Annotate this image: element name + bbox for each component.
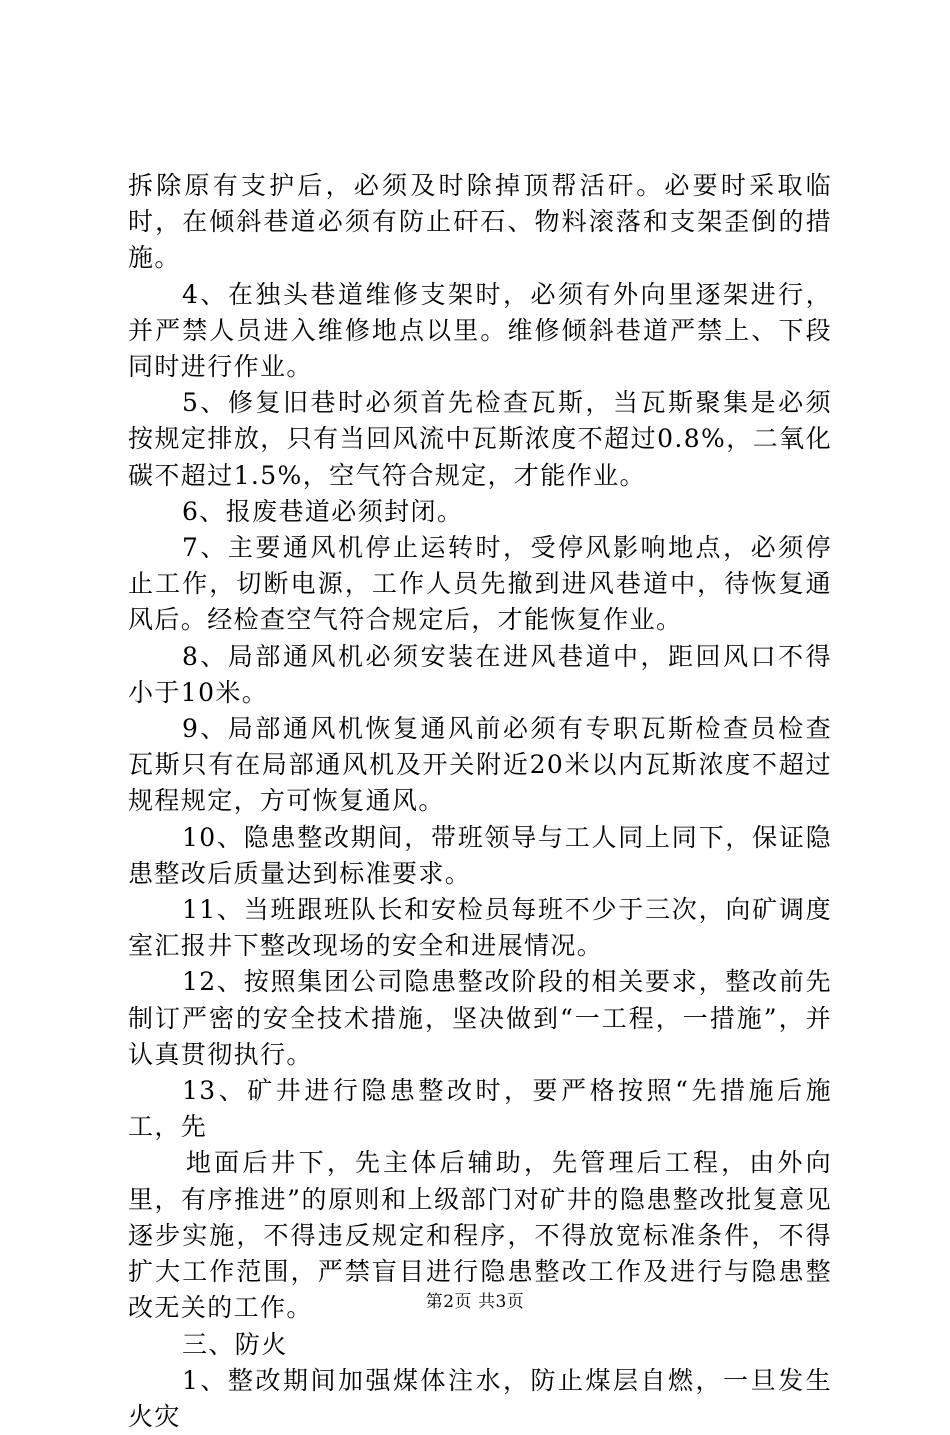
- paragraph-fire-item-1: 1、整改期间加强煤体注水，防止煤层自燃，一旦发生火灾: [128, 1365, 832, 1431]
- paragraph-item-6: 6、报废巷道必须封闭。: [182, 496, 464, 526]
- document-body: [128, 168, 832, 1435]
- paragraph-item-12: 12、按照集团公司隐患整改阶段的相关要求，整改前先制订严密的安全技术措施，坚决做到“一工程，一措施”，并认真贯彻执行。: [128, 967, 832, 1069]
- paragraph-item-8: 8、局部通风机必须安装在进风巷道中，距回风口不得小于10米。: [128, 641, 832, 707]
- paragraph-item-4: 4、在独头巷道维修支架时，必须有外向里逐架进行，并严禁人员进入维修地点以里。维修倾斜巷道严禁上、下段同时进行作业。: [128, 279, 832, 382]
- paragraph-item-10: 10、隐患整改期间，带班领导与工人同上同下，保证隐患整改后质量达到标准要求。: [128, 822, 832, 888]
- paragraph-item-5: 5、修复旧巷时必须首先检查瓦斯，当瓦斯聚集是必须按规定排放，只有当回风流中瓦斯浓度不超过0.8%，二氧化碳不超过1.5%，空气符合规定，才能作业。: [128, 388, 832, 490]
- paragraph-item-13: 13、矿井进行隐患整改时，要严格按照“先措施后施工，先: [128, 1076, 832, 1142]
- paragraph-item-11: 11、当班跟班队长和安检员每班不少于三次，向矿调度室汇报井下整改现场的安全和进展情况。: [128, 895, 832, 961]
- paragraph-support-removal: 拆除原有支护后，必须及时除掉顶帮活矸。必要时采取临时，在倾斜巷道必须有防止矸石、物料滚落和支架歪倒的措施。: [128, 171, 832, 273]
- paragraph-item-13-continued: 地面后井下，先主体后辅助，先管理后工程，由外向里，有序推进”的原则和上级部门对矿井的隐患整改批复意见逐步实施，不得违反规定和程序，不得放宽标准条件，不得扩大工作范围，严禁盲目进行隐患整改工作及进行与隐患整改无关的工作。: [128, 1148, 832, 1323]
- section-heading-fire-prevention: 三、防火: [182, 1329, 288, 1359]
- paragraph-item-9: 9、局部通风机恢复通风前必须有专职瓦斯检查员检查瓦斯只有在局部通风机及开关附近20米以内瓦斯浓度不超过规程规定，方可恢复通风。: [128, 714, 832, 816]
- paragraph-item-7: 7、主要通风机停止运转时，受停风影响地点，必须停止工作，切断电源，工作人员先撤到进风巷道中，待恢复通风后。经检查空气符合规定后，才能恢复作业。: [128, 533, 832, 635]
- page-number-footer: 第2页 共3页: [425, 1292, 525, 1312]
